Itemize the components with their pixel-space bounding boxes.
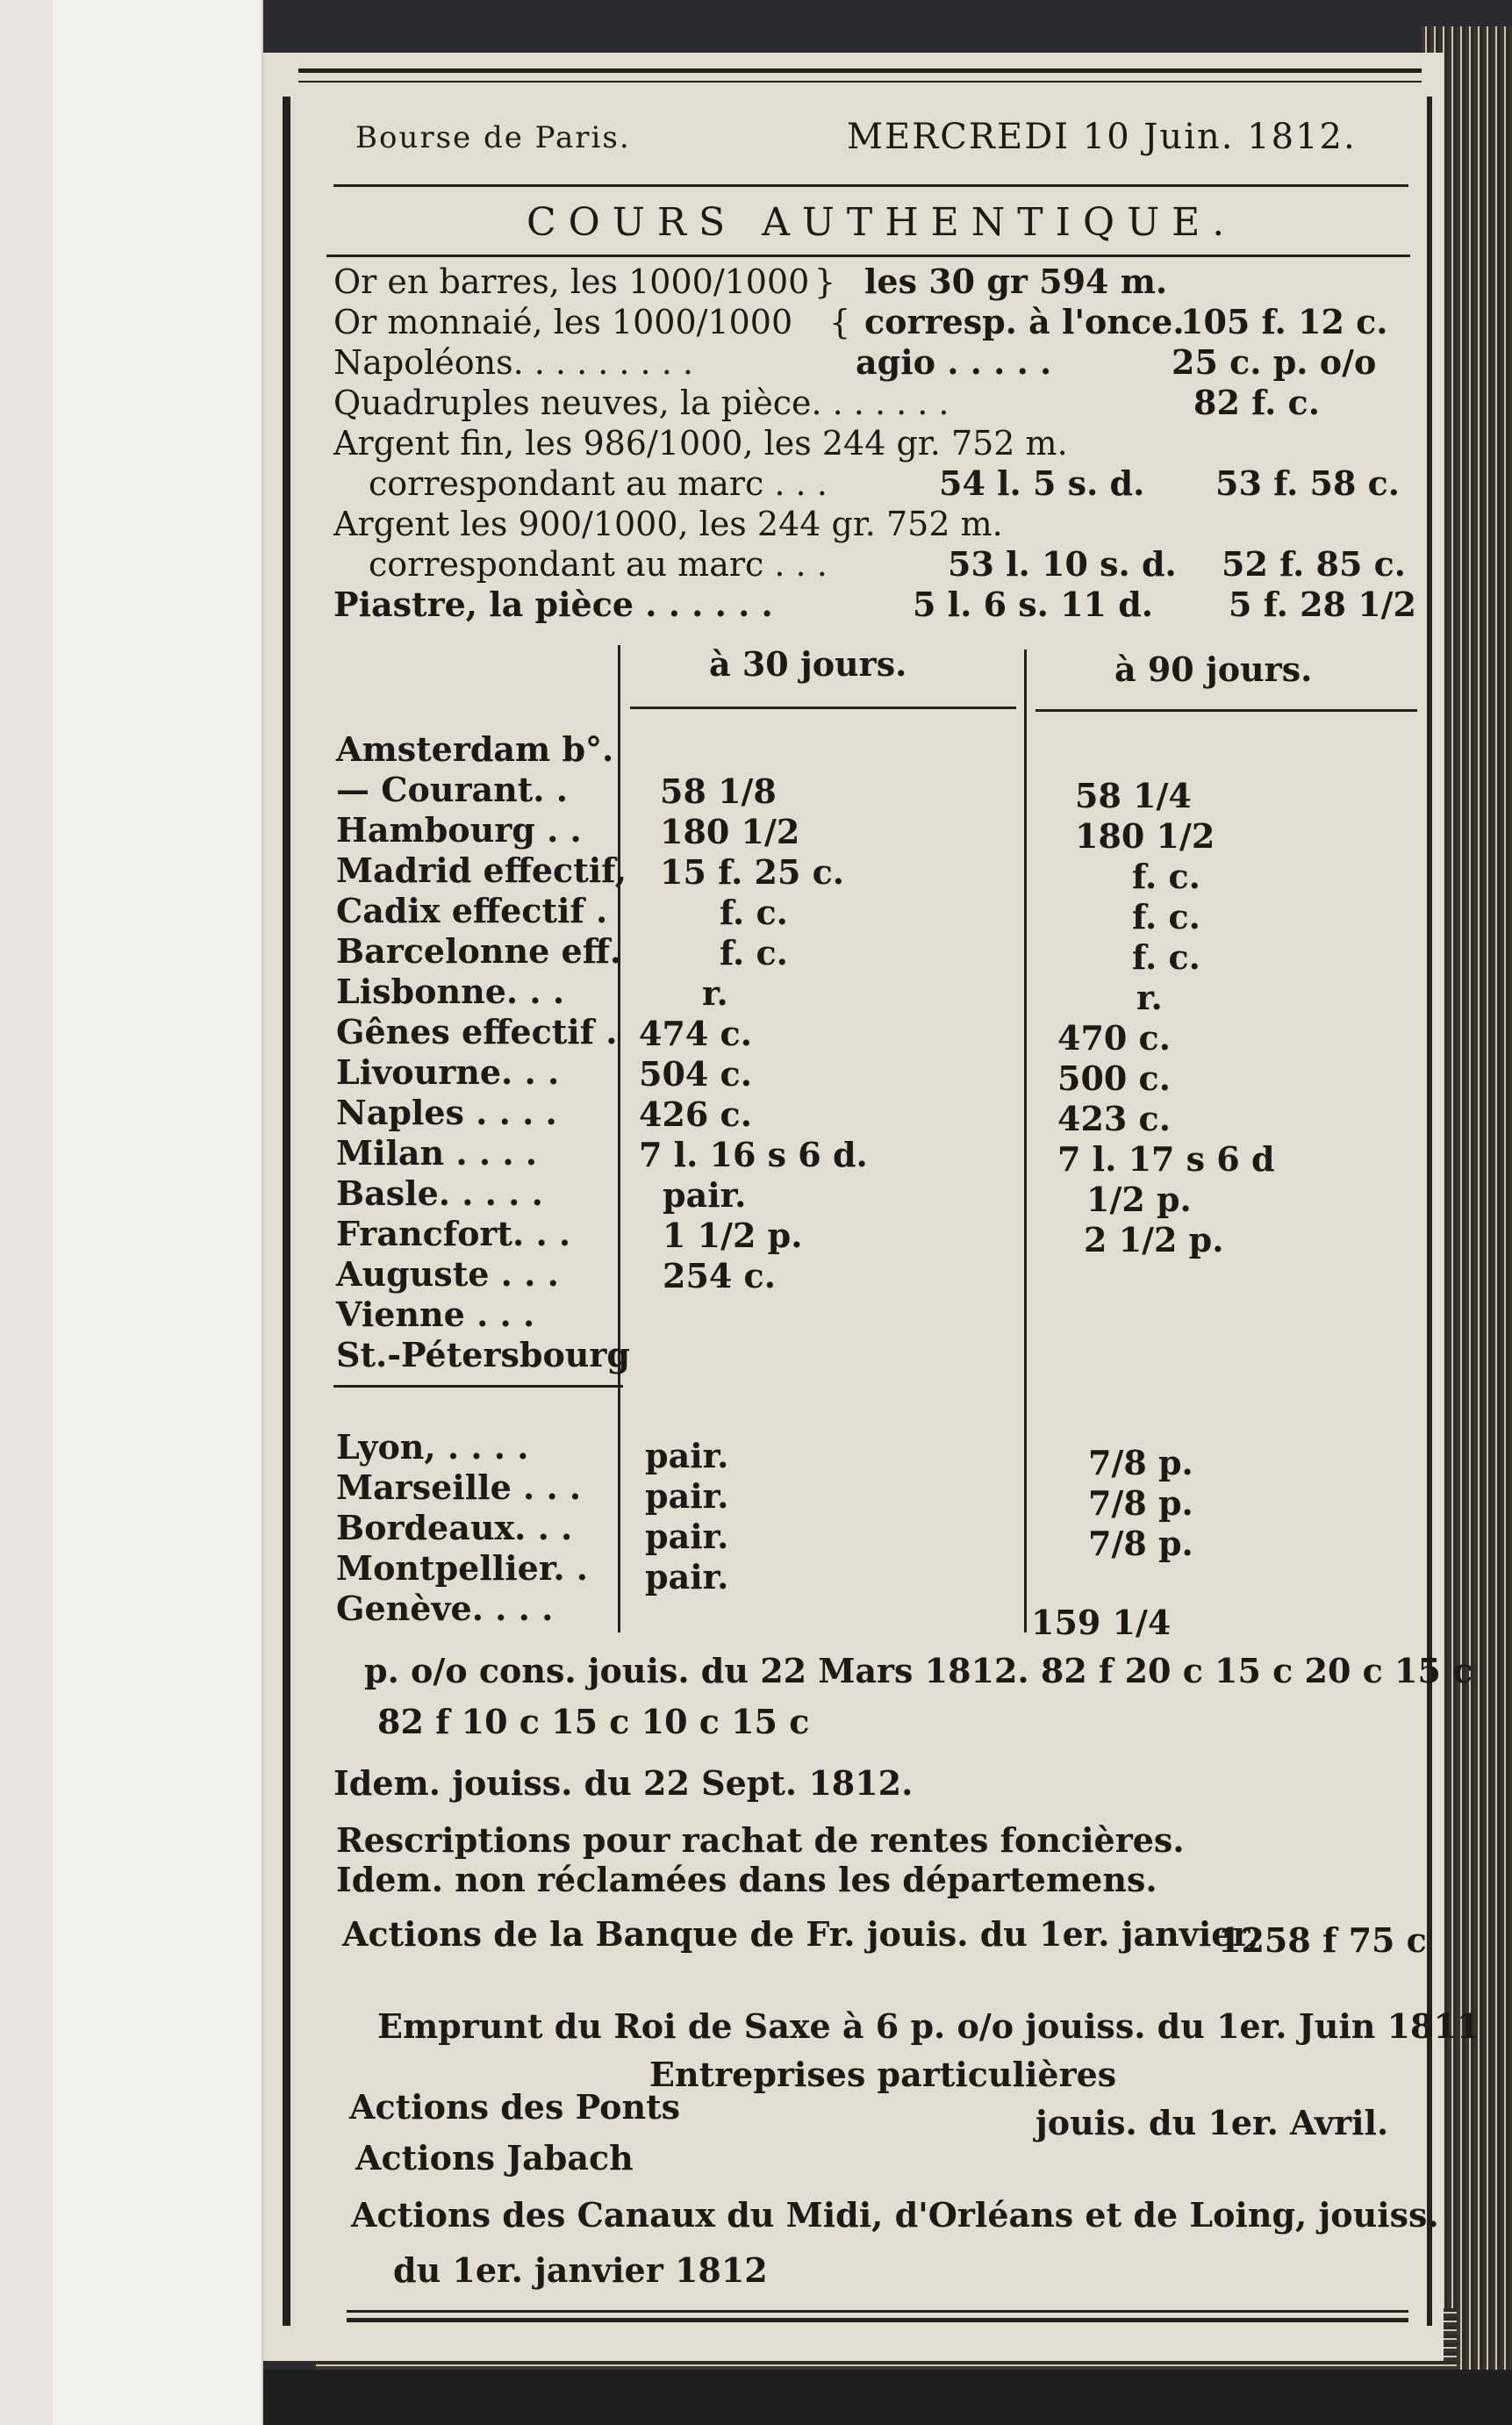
metal-detail: 5 l. 6 s. 11 d. [913,585,1153,624]
exchange-city: Cadix effectif . [336,891,608,930]
exchange-city: Marseille . . . [336,1467,582,1507]
book-gutter [0,0,53,2425]
metal-value: 105 f. 12 c. [1180,302,1388,341]
exchange-city: Auguste . . . [336,1254,559,1294]
banque-de-france-value: 1258 f 75 c [1218,1920,1427,1960]
column-divider-1 [618,645,620,1632]
rate-30: 180 1/2 [660,812,800,851]
column-header-30-days: à 30 jours. [709,644,907,684]
metal-detail: 54 l. 5 s. d. [939,463,1145,503]
rescriptions: Rescriptions pour rachat de rentes foncières. [336,1820,1185,1860]
column-header-rule-30 [630,707,1016,709]
exchange-city: Basle. . . . . [336,1173,543,1213]
top-rule [298,68,1422,83]
metal-label: Or en barres, les 1000/1000 [333,262,810,301]
metal-label: Argent fin, les 986/1000, les 244 gr. 752 m. [333,424,1068,463]
rate-30: pair. [645,1557,729,1596]
rate-90: 7/8 p. [1088,1483,1193,1523]
metal-value: 5 f. 28 1/2 [1229,585,1416,624]
rate-30: pair. [645,1476,729,1516]
exchange-city: Lyon, . . . . [336,1427,529,1467]
exchange-city: Montpellier. . [336,1548,589,1588]
metal-value: 25 c. p. o/o [1172,342,1377,382]
banque-de-france: Actions de la Banque de Fr. jouis. du 1er. janvier, [342,1914,1259,1954]
rate-30: 1 1/2 p. [663,1216,803,1255]
rate-90: 2 1/2 p. [1084,1220,1224,1259]
rate-30: f. c. [720,933,788,972]
header-date: MERCREDI 10 Juin. 1812. [847,117,1357,157]
rate-90: 1/2 p. [1086,1180,1192,1219]
exchange-city: Lisbonne. . . [336,972,565,1011]
rate-90: f. c. [1132,937,1200,977]
rente-line: p. o/o cons. jouis. du 22 Mars 1812. 82 f 20 c 15 c 20 c 15 c [364,1651,1473,1690]
exchange-city: Madrid effectif, [336,850,627,890]
metal-label: Or monnaié, les 1000/1000 [333,303,793,341]
exchange-city: Genève. . . . [336,1589,554,1628]
rate-90: 7/8 p. [1088,1443,1193,1482]
exchange-city: Bordeaux. . . [336,1508,573,1547]
rate-90: 470 c. [1057,1018,1171,1058]
actions-des-ponts: Actions des Ponts [349,2087,681,2127]
column-divider-2 [1024,649,1027,1632]
rate-30: pair. [663,1175,747,1215]
metal-label: Piastre, la pièce . . . . . . [333,585,773,624]
rate-30: 474 c. [639,1014,752,1053]
rate-90: f. c. [1132,897,1200,936]
rente-line-continued: 82 f 10 c 15 c 10 c 15 c [377,1702,810,1741]
header-left: Bourse de Paris. [355,120,631,155]
header-rule [333,184,1408,187]
actions-des-ponts-jouiss: jouis. du 1er. Avril. [1035,2103,1389,2142]
rente-idem: Idem. jouiss. du 22 Sept. 1812. [333,1763,914,1803]
exchange-city: St.-Pétersbourg [336,1335,631,1374]
rate-30: 254 c. [663,1256,776,1295]
title-rule [326,255,1410,257]
exchange-city: Vienne . . . [336,1295,535,1334]
rate-90: 180 1/2 [1075,816,1215,856]
rate-30: f. c. [720,893,788,932]
rate-90: 58 1/4 [1075,776,1192,815]
actions-canaux-continued: du 1er. janvier 1812 [393,2250,768,2290]
exchange-city: Francfort. . . [336,1214,571,1253]
metal-label: correspondant au marc . . . [369,545,828,584]
bottom-rule [347,2310,1408,2322]
column-header-90-days: à 90 jours. [1114,649,1313,689]
exchange-city: Milan . . . . [336,1133,538,1173]
metal-detail: les 30 gr 594 m. [864,262,1168,301]
rate-30: 58 1/8 [660,771,777,811]
rate-30: 15 f. 25 c. [660,852,845,892]
column-header-rule-90 [1035,709,1417,712]
rate-30: 426 c. [639,1094,752,1134]
page-title: COURS AUTHENTIQUE. [527,200,1237,245]
exchange-city: Gênes effectif . [336,1012,618,1051]
rate-90: f. c. [1132,857,1200,896]
metal-brace: { [829,303,851,341]
entreprises-particulieres: Entreprises particulières [649,2055,1117,2094]
metal-detail: corresp. à l'once. [864,302,1185,341]
exchange-city: Amsterdam b°. [336,729,614,769]
metal-label: Quadruples neuves, la pièce. . . . . . . [333,384,949,422]
metal-label: Napoléons. . . . . . . . . [333,343,693,382]
rate-30: pair. [645,1517,729,1556]
rate-90: 7 l. 17 s 6 d [1057,1139,1275,1179]
exchange-city: Livourne. . . [336,1052,560,1092]
emprunt-saxe: Emprunt du Roi de Saxe à 6 p. o/o jouiss. du 1er. Juin 1811 [377,2006,1480,2046]
exchange-city: — Courant. . [336,770,568,809]
rate-30: 504 c. [639,1054,752,1094]
rescriptions-idem: Idem. non réclamées dans les départemens. [336,1860,1157,1899]
exchange-city: Barcelonne eff. [336,931,622,971]
exchange-city: Hambourg . . [336,810,582,850]
rate-90: r. [1136,978,1163,1017]
metal-detail: 53 l. 10 s. d. [948,544,1177,584]
scan-background [263,2370,1512,2425]
rate-90: 423 c. [1057,1099,1171,1138]
rate-90: 159 1/4 [1031,1603,1172,1642]
metal-value: 53 f. 58 c. [1215,463,1401,503]
blank-leaf [53,0,263,2425]
rate-30: r. [702,973,728,1013]
metal-label: Argent les 900/1000, les 244 gr. 752 m. [333,505,1003,543]
metal-value: 82 f. c. [1193,383,1320,422]
rate-90: 500 c. [1057,1058,1171,1098]
cities-divider [333,1385,623,1388]
rate-30: pair. [645,1436,729,1475]
actions-canaux: Actions des Canaux du Midi, d'Orléans et de Loing, jouiss. [351,2195,1439,2235]
actions-jabach: Actions Jabach [355,2138,634,2177]
metal-value: 52 f. 85 c. [1222,544,1407,584]
metal-brace: } [814,262,836,301]
exchange-city: Naples . . . . [336,1093,557,1132]
rate-30: 7 l. 16 s 6 d. [639,1135,868,1174]
rate-90: 7/8 p. [1088,1524,1193,1563]
metal-detail: agio . . . . . [856,342,1052,382]
metal-label: correspondant au marc . . . [369,464,828,503]
